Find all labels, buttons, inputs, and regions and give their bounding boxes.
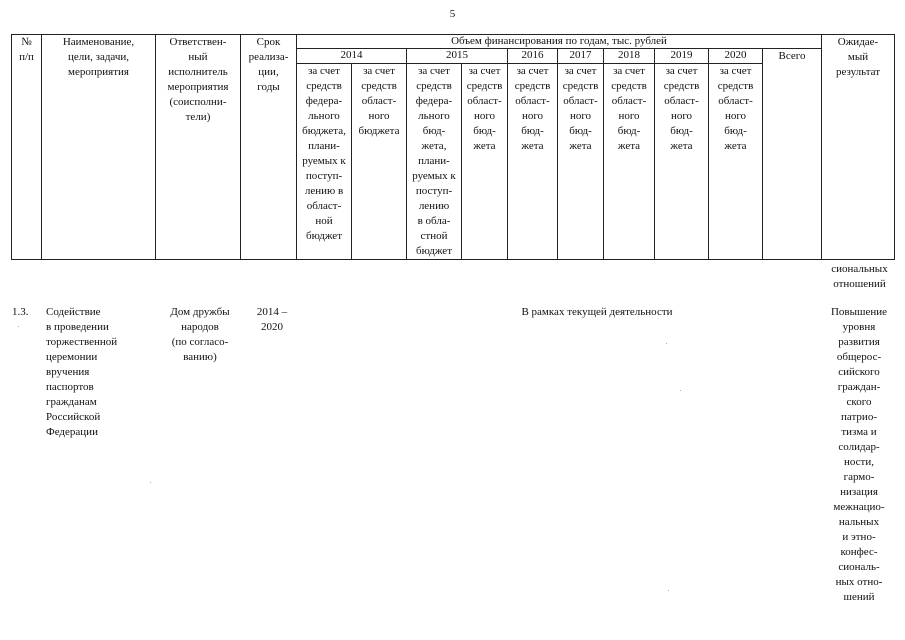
subheader-2015-regional: за счет средств област- ного бюд- жета <box>462 64 508 260</box>
row-name: Содействие в проведении торжественной церемонии вручения паспортов гражданам Российской Федерации <box>46 306 118 438</box>
year-header-2015: 2015 <box>407 49 508 64</box>
subheader-2014-federal: за счет средств федера- льного бюджета, плани- руемых к поступ- лению в област- ной бюджет <box>297 64 352 260</box>
col-header-funding: Объем финансирования по годам, тыс. рублей <box>297 35 822 49</box>
row-expected-result: Повышение уровня развития общерос- сийского граждан- ского патрио- тизма и солидар- ности, гармо- низация межнацио- нальных и этно- конфес- сиональ- ных отно- шений <box>830 306 888 603</box>
scan-speck <box>150 482 151 483</box>
subheader-2015-federal: за счет средств федера- льного бюд- жета, плани- руемых к поступ- лению в обла- стной бюджет <box>407 64 462 260</box>
col-header-executor: Ответствен- ный исполнитель мероприятия (соисполни- тели) <box>156 35 241 260</box>
row-funding-note: В рамках текущей деятельности <box>521 306 673 318</box>
col-header-name: Наименование, цели, задачи, мероприятия <box>42 35 156 260</box>
year-header-2017: 2017 <box>558 49 604 64</box>
subheader-2014-regional: за счет средств област- ного бюджета <box>352 64 407 260</box>
scan-speck <box>18 326 19 327</box>
year-header-2016: 2016 <box>508 49 558 64</box>
year-header-2019: 2019 <box>655 49 709 64</box>
subheader-2016-regional: за счет средств област- ного бюд- жета <box>508 64 558 260</box>
scan-speck <box>680 390 681 391</box>
scan-speck <box>668 590 669 591</box>
col-header-term: Срок реализа- ции, годы <box>241 35 297 260</box>
year-header-2020: 2020 <box>709 49 763 64</box>
carryover-text: сиональных отношений <box>831 263 888 290</box>
year-header-2014: 2014 <box>297 49 407 64</box>
scan-speck <box>666 343 667 344</box>
row-term: 2014 – 2020 <box>256 306 288 333</box>
program-table-header <box>11 34 895 260</box>
subheader-2019-regional: за счет средств област- ного бюд- жета <box>655 64 709 260</box>
subheader-2017-regional: за счет средств област- ного бюд- жета <box>558 64 604 260</box>
subheader-2020-regional: за счет средств област- ного бюд- жета <box>709 64 763 260</box>
row-number: 1.3. <box>12 306 29 318</box>
col-header-number: № п/п <box>12 35 42 260</box>
year-header-2018: 2018 <box>604 49 655 64</box>
page-number: 5 <box>449 8 456 20</box>
col-header-result: Ожидае- мый результат <box>822 35 895 260</box>
col-header-total: Всего <box>763 49 822 260</box>
row-executor: Дом дружбы народов (по согласо- ванию) <box>170 306 230 363</box>
subheader-2018-regional: за счет средств област- ного бюд- жета <box>604 64 655 260</box>
